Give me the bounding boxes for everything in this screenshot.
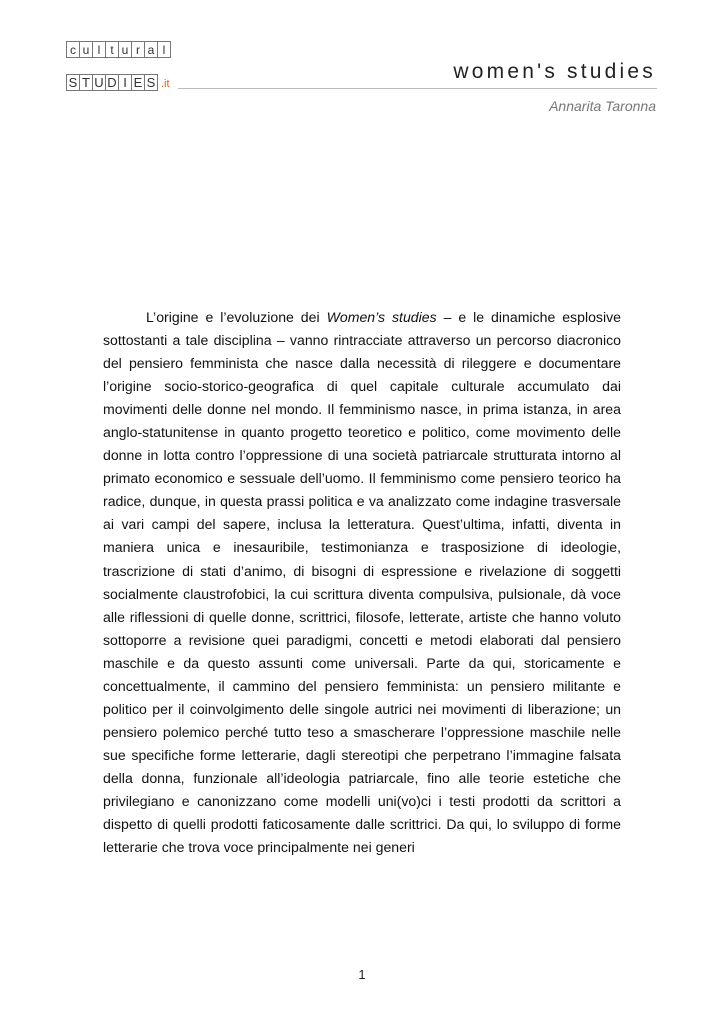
logo-letter: E — [131, 74, 145, 91]
logo-letter: S — [144, 74, 158, 91]
logo-letter: l — [92, 41, 106, 58]
document-author: Annarita Taronna — [549, 98, 656, 114]
page-number: 1 — [358, 967, 366, 982]
logo-letter: a — [144, 41, 158, 58]
document-title: women's studies — [453, 60, 656, 83]
header-divider — [178, 88, 657, 89]
logo-top-row — [66, 41, 170, 58]
culturalstudies-logo — [66, 41, 170, 91]
body-text — [103, 306, 621, 859]
logo-bottom-row — [66, 74, 170, 91]
logo-letter: l — [157, 41, 171, 58]
logo-letter: D — [105, 74, 119, 91]
logo-letter: T — [79, 74, 93, 91]
logo-letter: r — [131, 41, 145, 58]
logo-letter: S — [66, 74, 80, 91]
paragraph-emphasis: Women’s studies — [326, 309, 437, 325]
paragraph-lead: L’origine e l’evoluzione dei — [146, 309, 327, 325]
logo-letter: u — [118, 41, 132, 58]
logo-letter: u — [79, 41, 93, 58]
paragraph-text: – e le dinamiche esplosive sottostanti a tale disciplina – vanno rintracciate attraverso un percorso diacronico del pensiero femminista che nasce dalla necessità di rileggere e documentare l’origine socio-storico-geografica di quel capitale culturale accumulato dai movimenti delle donne nel mondo. Il femminismo nasce, in prima istanza, in area anglo-statunitense in quanto progetto teoretico e politico, come movimento delle donne in lotta contro l’oppressione di una società patriarcale strutturata intorno al primato economico e sessuale dell’uomo. Il femminismo come pensiero teorico ha radice, dunque, in questa prassi politica e va analizzato come indagine trasversale ai vari campi del sapere, inclusa la letteratura. Quest’ultima, infatti, diventa in maniera unica e inesauribile, testimonianza e trasposizione di ideologie, trascrizione di stati d’animo, di bisogni di espressione e rivelazione di soggetti socialmente claustrofobici, la cui scrittura diventa compulsiva, pulsionale, dà voce alle riflessioni di quelle donne, scrittrici, filosofe, letterate, artiste che hanno voluto sottoporre a revisione quei paradigmi, concetti e metodi elaborati dal pensiero maschile e da questo assunti come universali. Parte da qui, storicamente e concettualmente, il cammino del pensiero femminista: un pensiero militante e politico per il coinvolgimento delle singole autrici nei movimenti di liberazione; un pensiero polemico perché tutto teso a smascherare l’oppressione maschile nelle sue specifiche forme letterarie, dagli stereotipi che perpetrano l’immagine falsata della donna, funzionale all’ideologia patriarcale, fino alle teorie estetiche che privilegiano e canonizzano come modelli uni(vo)ci i testi prodotti da scrittori a dispetto di quelli prodotti faticosamente dalle scrittrici. Da qui, lo sviluppo di forme letterarie che trova voce principalmente nei generi — [103, 309, 621, 856]
logo-suffix: .it — [161, 78, 170, 90]
logo-letter: c — [66, 41, 80, 58]
logo-letter: U — [92, 74, 106, 91]
logo-letter: I — [118, 74, 132, 91]
logo-letter: t — [105, 41, 119, 58]
body-paragraph — [103, 306, 621, 859]
